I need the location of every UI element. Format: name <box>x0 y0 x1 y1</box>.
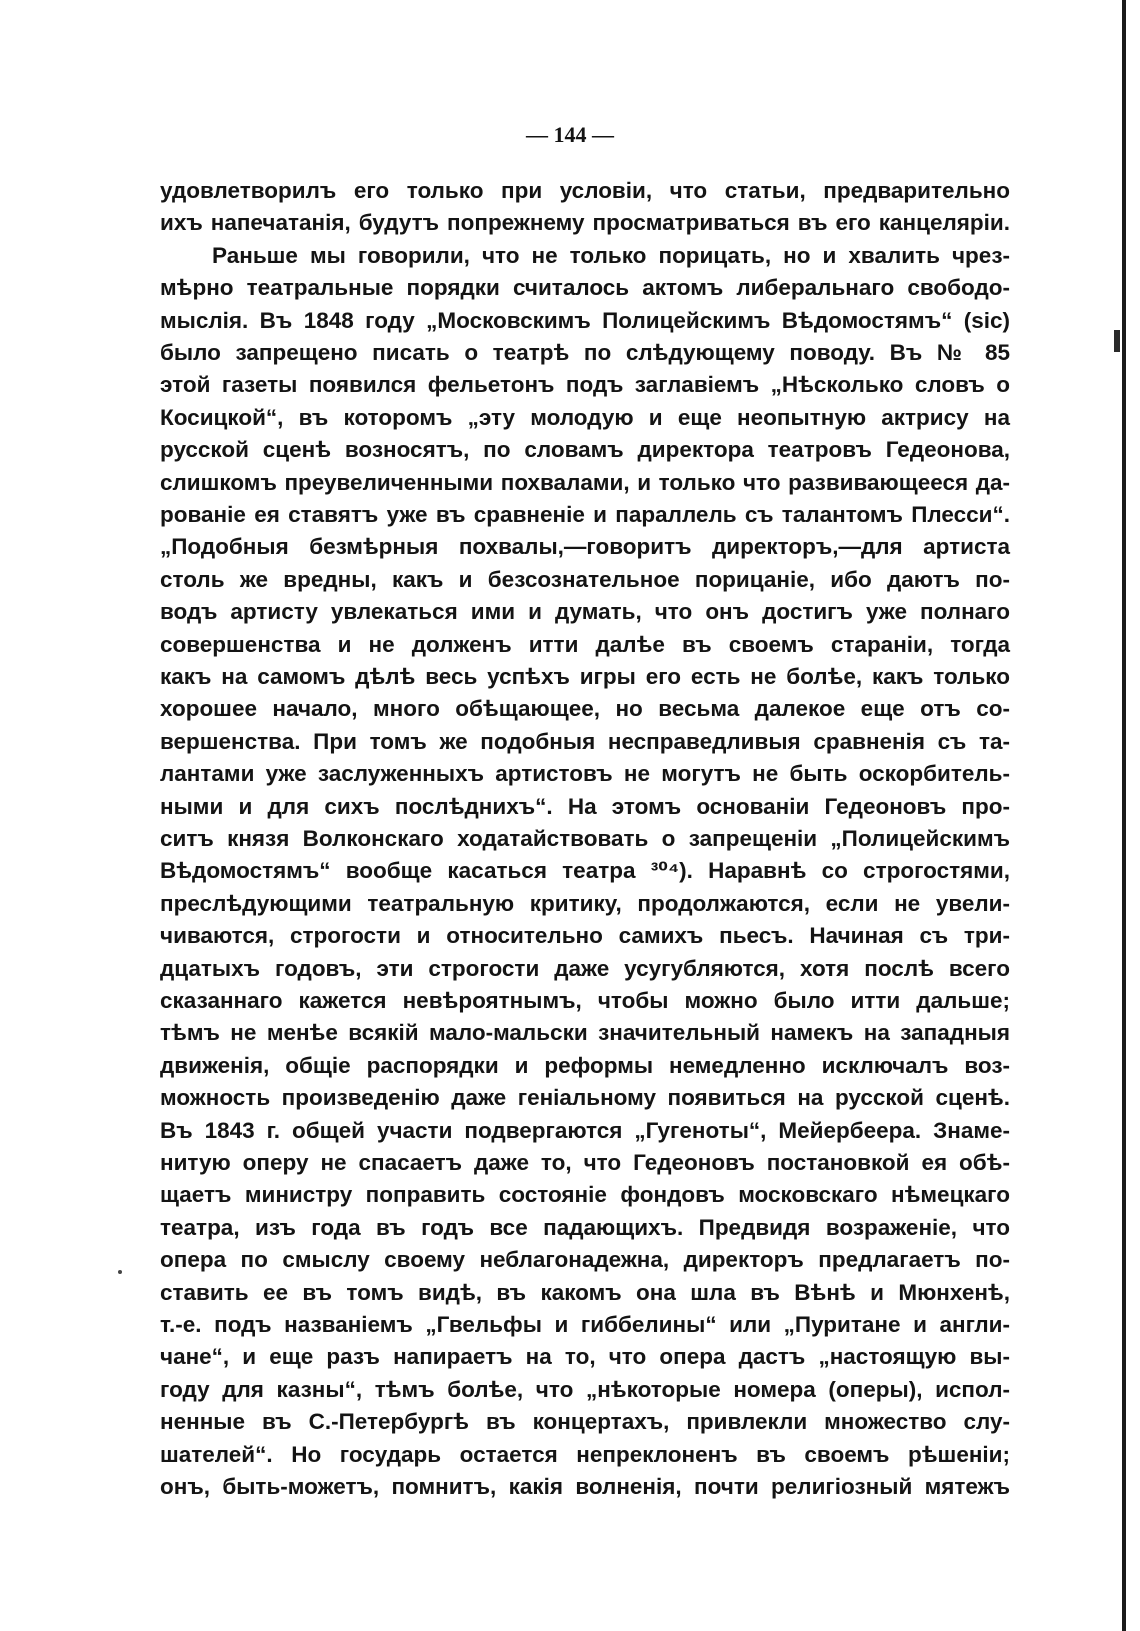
text-line: Въ 1843 г. общей участи подвергаются „Гугеноты“, Мейербеера. Знаме- <box>160 1117 1010 1143</box>
text-line: ными и для сихъ послѣднихъ“. На этомъ основаніи Гедеоновъ про- <box>160 793 1010 819</box>
text-line: Косицкой“, въ которомъ „эту молодую и еще неопытную актрису на <box>160 404 1010 430</box>
text-line: можность произведенію даже геніальному появиться на русской сценѣ. <box>160 1085 1010 1111</box>
print-speck <box>118 1270 122 1274</box>
text-line: нитую оперу не спасаетъ даже то, что Гедеоновъ постановкой ея обѣ- <box>160 1150 1010 1175</box>
text-line: лантами уже заслуженныхъ артистовъ не могутъ не быть оскорбитель- <box>160 761 1010 787</box>
text-line: году для казны“, тѣмъ болѣе, что „нѣкоторые номера (оперы), испол- <box>160 1376 1010 1402</box>
text-line: щаетъ министру поправить состояніе фондовъ московскаго нѣмецкаго <box>160 1182 1010 1208</box>
text-line: столь же вредны, какъ и безсознательное порицаніе, ибо даютъ по- <box>160 566 1010 592</box>
text-line: ставить ее въ томъ видѣ, въ какомъ она шла въ Вѣнѣ и Мюнхенѣ, <box>160 1279 1010 1305</box>
text-line: удовлетворилъ его только при условіи, что статьи, предварительно <box>160 178 1010 203</box>
text-line: ненные въ С.-Петербургѣ въ концертахъ, привлекли множество слу- <box>160 1409 1010 1435</box>
text-line: чане“, и еще разъ напираетъ на то, что опера дастъ „настоящую вы- <box>160 1344 1010 1370</box>
text-line: мѣрно театральные порядки считалось актомъ либеральнаго свободо- <box>160 275 1010 301</box>
text-line: вершенства. При томъ же подобныя несправедливыя сравненія съ та- <box>160 728 1010 754</box>
text-line: какъ на самомъ дѣлѣ весь успѣхъ игры его есть не болѣе, какъ только <box>160 664 1010 689</box>
page-number: — 144 — <box>526 122 614 147</box>
text-line: тѣмъ не менѣе всякій мало-мальски значительный намекъ на западныя <box>160 1020 1010 1046</box>
page-edge-mark <box>1114 330 1120 352</box>
text-line: шателей“. Но государь остается непреклоненъ въ своемъ рѣшеніи; <box>160 1441 1010 1467</box>
text-line: Вѣдомостямъ“ вообще касаться театра ³⁰⁴). Наравнѣ со строгостями, <box>160 858 1010 884</box>
text-line: сказаннаго кажется невѣроятнымъ, чтобы можно было итти дальше; <box>160 988 1010 1013</box>
page-edge-border <box>1122 0 1126 1631</box>
text-line: чиваются, строгости и относительно самихъ пьесъ. Начиная съ три- <box>160 923 1010 949</box>
text-line: рованіе ея ставятъ уже въ сравненіе и параллель съ талантомъ Плесси“. <box>160 502 1010 527</box>
text-line: „Подобныя безмѣрныя похвалы,—говоритъ директоръ,—для артиста <box>160 534 1010 560</box>
text-line: онъ, быть-можетъ, помнитъ, какія волненія, почти религіозный мятежъ <box>160 1474 1010 1499</box>
text-line: опера по смыслу своему неблагонадежна, директоръ предлагаетъ по- <box>160 1247 1010 1273</box>
text-line: совершенства и не долженъ итти далѣе въ своемъ стараніи, тогда <box>160 631 1010 657</box>
text-line: театра, изъ года въ годъ все падающихъ. Предвидя возраженіе, что <box>160 1214 1010 1240</box>
text-line: водъ артисту увлекаться ими и думать, что онъ достигъ уже полнаго <box>160 599 1010 625</box>
text-line: хорошее начало, много обѣщающее, но весьма далекое еще отъ со- <box>160 696 1010 722</box>
text-line: было запрещено писать о театрѣ по слѣдующему поводу. Въ № 85 <box>160 340 1010 365</box>
text-line: преслѣдующими театральную критику, продолжаются, если не увели- <box>160 890 1010 916</box>
text-line: ситъ князя Волконскаго ходатайствовать о запрещеніи „Полицейскимъ <box>160 826 1010 851</box>
text-line: слишкомъ преувеличенными похвалами, и только что развивающееся да- <box>160 469 1010 495</box>
text-line: Раньше мы говорили, что не только порицать, но и хвалить чрез- <box>212 242 1010 268</box>
text-line: ихъ напечатанія, будутъ попрежнему просматриваться въ его канцеляріи. <box>160 210 1010 236</box>
text-line: дцатыхъ годовъ, эти строгости даже усугубляются, хотя послѣ всего <box>160 955 1010 981</box>
text-line: русской сценѣ возносятъ, по словамъ директора театровъ Гедеонова, <box>160 437 1010 463</box>
text-line: движенія, общіе распорядки и реформы немедленно исключалъ воз- <box>160 1052 1010 1078</box>
text-line: т.-е. подъ названіемъ „Гвельфы и гиббелины“ или „Пуритане и англи- <box>160 1312 1010 1337</box>
text-line: этой газеты появился фельетонъ подъ заглавіемъ „Нѣсколько словъ о <box>160 372 1010 398</box>
text-line: мыслія. Въ 1848 году „Московскимъ Полицейскимъ Вѣдомостямъ“ (sic) <box>160 307 1010 333</box>
